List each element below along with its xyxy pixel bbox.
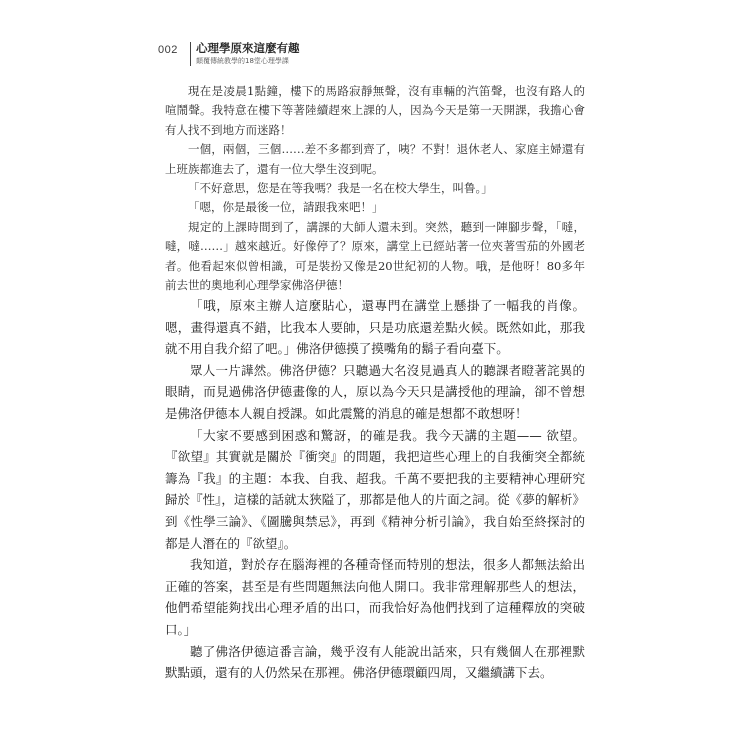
lecture-section bbox=[165, 295, 585, 684]
paragraph: 「大家不要感到困惑和驚訝，的確是我。我今天講的主題—— 欲望。『欲望』其實就是關於『衝突』的問題，我把這些心理上的自我衝突全都統籌為『我』的主題：本我、自我、超我。千萬不要把我的主要精神心理研究歸於『性』，這樣的話就太狹隘了，那都是他人的片面之詞。從《夢的解析》到《性學三論》、《圖騰與禁忌》，再到《精神分析引論》，我自始至終探討的都是人潛在的『欲望』。 bbox=[165, 427, 585, 551]
paragraph: 聽了佛洛伊德這番言論，幾乎沒有人能說出話來，只有幾個人在那裡默默點頭，還有的人仍然呆在那裡。佛洛伊德環顧四周，又繼續講下去。 bbox=[165, 643, 585, 681]
paragraph: 一個，兩個，三個……差不多都到齊了，咦？不對！退休老人、家庭主婦還有上班族都進去了，還有一位大學生沒到呢。 bbox=[165, 142, 585, 176]
header-divider bbox=[190, 42, 191, 66]
paragraph: 現在是凌晨1點鐘，樓下的馬路寂靜無聲，沒有車輛的汽笛聲，也沒有路人的喧鬧聲。我特意在樓下等著陸續趕來上課的人，因為今天是第一天開課，我擔心會有人找不到地方而迷路！ bbox=[165, 84, 585, 137]
paragraph: 規定的上課時間到了，講課的大師人還未到。突然，聽到一陣腳步聲，「噠，噠，噠……」越來越近。好像停了？原來，講堂上已經站著一位夾著雪茄的外國老者。他看起來似曾相識，可是裝扮又像是20世紀初的人物。哦，是他呀！80多年前去世的奧地利心理學家佛洛伊德！ bbox=[165, 219, 585, 293]
book-subtitle: 顛覆傳統教學的18堂心理學課 bbox=[196, 57, 289, 65]
paragraph: 我知道，對於存在腦海裡的各種奇怪而特別的想法，很多人都無法給出正確的答案，甚至是有些問題無法向他人開口。我非常理解那些人的想法，他們希望能夠找出心理矛盾的出口，而我恰好為他們找到了這種釋放的突破口。」 bbox=[165, 557, 585, 637]
opening-narrative-section bbox=[165, 82, 585, 295]
paragraph: 「不好意思，您是在等我嗎？我是一名在校大學生，叫鲁。」 bbox=[188, 181, 493, 196]
book-title: 心理學原來這麼有趣 bbox=[196, 41, 300, 55]
page-number: 002 bbox=[158, 44, 178, 56]
paragraph: 眾人一片譁然。佛洛伊德？只聽過大名沒見過真人的聽課者瞪著詫異的眼睛，而見過佛洛伊德畫像的人，原以為今天只是講授他的理論，卻不曾想是佛洛伊德本人親自授課。如此震驚的消息的確是想都不敢想呀！ bbox=[165, 362, 585, 421]
paragraph: 「哦，原來主辦人這麼貼心，還專門在講堂上懸掛了一幅我的肖像。嗯，畫得還真不錯，比我本人要帥，只是功底還差點火候。既然如此，那我就不用自我介紹了吧。」佛洛伊德摸了摸嘴角的鬍子看向臺下。 bbox=[165, 298, 585, 357]
paragraph: 「嗯，你是最後一位，請跟我來吧！」 bbox=[188, 200, 384, 215]
